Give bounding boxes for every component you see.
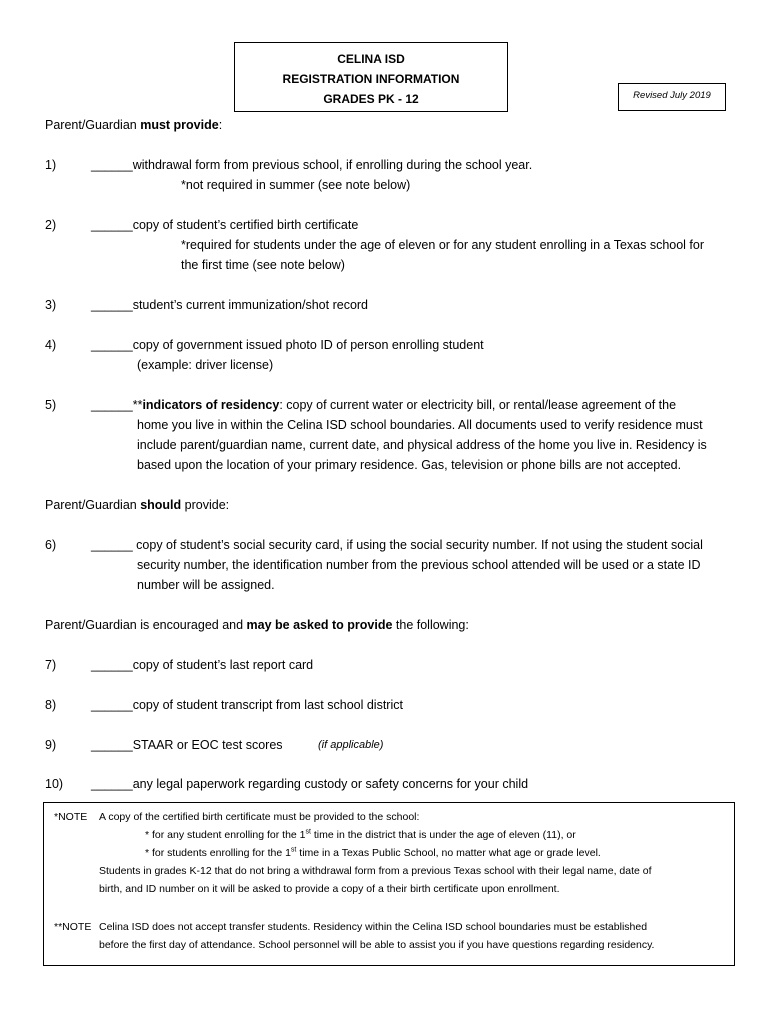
item-2-number: 2)	[45, 218, 57, 232]
note-2-line-2: before the first day of attendance. School personnel will be able to assist you if you have questions regarding residency.	[99, 939, 655, 951]
note-1-bullet-2: * for students enrolling for the 1st time in a Texas Public School, no matter what age or grade level.	[145, 846, 601, 859]
item-6-line-3: number will be assigned.	[137, 578, 275, 592]
item-7-text: ______copy of student’s last report card	[91, 658, 314, 672]
item-4-number: 4)	[45, 338, 57, 352]
item-4-subnote: (example: driver license)	[137, 358, 274, 372]
note-1-line-5: birth, and ID number on it will be asked to provide a copy of a their birth certificate upon enrollment.	[99, 883, 560, 895]
note-1-label: *NOTE	[54, 811, 88, 823]
item-6-text: ______ copy of student’s social security card, if using the social security number. If not using the student social	[91, 538, 703, 552]
item-6-number: 6)	[45, 538, 57, 552]
item-9-note: (if applicable)	[318, 739, 384, 751]
section-should-provide: Parent/Guardian should provide:	[45, 498, 230, 512]
title-grades: GRADES PK - 12	[323, 92, 419, 106]
note-1-line-4: Students in grades K-12 that do not bring a withdrawal form from a previous Texas school with their legal name, date of	[99, 865, 652, 877]
section-must-provide: Parent/Guardian must provide:	[45, 118, 223, 132]
item-8-text: ______copy of student transcript from last school district	[91, 698, 403, 712]
note-1-bullet-1: * for any student enrolling for the 1st time in the district that is under the age of eleven (11), or	[145, 828, 576, 841]
item-1-subnote: *not required in summer (see note below)	[181, 178, 411, 192]
item-8-number: 8)	[45, 698, 57, 712]
item-2-subnote-2: the first time (see note below)	[181, 258, 345, 272]
item-3-number: 3)	[45, 298, 57, 312]
item-5-line-4: based upon the location of your primary residence. Gas, television or phone bills are not accepted.	[137, 458, 682, 472]
item-2-subnote-1: *required for students under the age of eleven or for any student enrolling in a Texas school for	[181, 238, 705, 252]
item-5-number: 5)	[45, 398, 57, 412]
note-1-line-1: A copy of the certified birth certificate must be provided to the school:	[99, 811, 420, 823]
item-9-text: ______STAAR or EOC test scores	[91, 738, 283, 752]
title-district: CELINA ISD	[337, 52, 405, 66]
note-2-label: **NOTE	[54, 921, 92, 933]
title-main: REGISTRATION INFORMATION	[282, 72, 460, 86]
item-1-number: 1)	[45, 158, 57, 172]
item-10-number: 10)	[45, 777, 64, 791]
note-box	[43, 802, 735, 966]
item-9-number: 9)	[45, 738, 57, 752]
item-5-line-3: include parent/guardian name, current date, and physical address of the home you live in. Residency is	[137, 438, 707, 452]
item-1-text: ______withdrawal form from previous school, if enrolling during the school year.	[91, 158, 533, 172]
item-5-line-2: home you live in within the Celina ISD school boundaries. All documents used to verify residence must	[137, 418, 703, 432]
item-7-number: 7)	[45, 658, 57, 672]
item-2-text: ______copy of student’s certified birth certificate	[91, 218, 359, 232]
revised-date-box: Revised July 2019	[618, 83, 726, 111]
item-6-line-2: security number, the identification number from the previous school attended will be used or a state ID	[137, 558, 701, 572]
item-5-text: ______**indicators of residency: copy of current water or electricity bill, or rental/lease agreement of the	[91, 398, 677, 412]
item-3-text: ______student’s current immunization/shot record	[91, 298, 369, 312]
title-box	[234, 42, 508, 112]
item-4-text: ______copy of government issued photo ID of person enrolling student	[91, 338, 484, 352]
note-2-line-1: Celina ISD does not accept transfer students. Residency within the Celina ISD school boundaries must be established	[99, 921, 648, 933]
item-10-text: ______any legal paperwork regarding custody or safety concerns for your child	[91, 777, 529, 791]
section-may-be-asked: Parent/Guardian is encouraged and may be asked to provide the following:	[45, 618, 469, 632]
